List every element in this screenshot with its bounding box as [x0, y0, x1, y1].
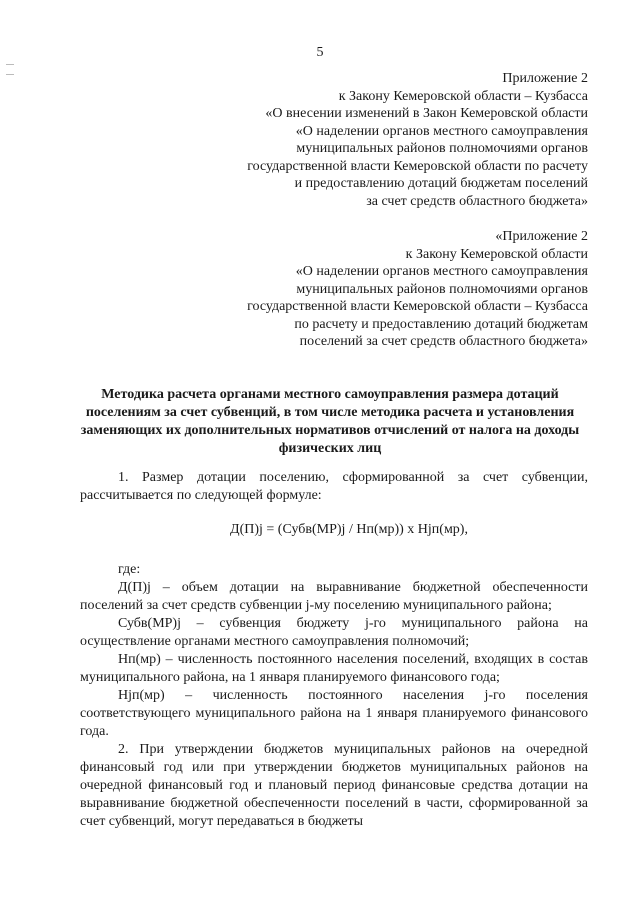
formula: Д(П)j = (Субв(МР)j / Нп(мр)) х Нjп(мр), — [230, 522, 468, 537]
definition-subvention: Субв(МР)j – субвенция бюджету j-го муниципального района на осуществление органами местного самоуправления полномочий; — [80, 616, 588, 649]
appendix-line: Приложение 2 — [502, 71, 588, 86]
paragraph-2: 2. При утверждении бюджетов муниципальных районов на очередной финансовый год или при утверждении бюджетов муниципальных районов на очередной финансовый год и плановый период финансовые средства дотации на выравнивание бюджетной обеспеченности поселений в части, сформированной за счет субвенций, могут передаваться в бюджеты — [80, 742, 588, 829]
document-title: Методика расчета органами местного самоуправления размера дотаций поселениям за счет субвенций, в том числе методика расчета и установления заменяющих их дополнительных нормативов отчислений от налога на доходы физических лиц — [80, 387, 580, 456]
margin-mark — [6, 74, 14, 75]
paragraph-1: 1. Размер дотации поселению, сформированной за счет субвенции, рассчитывается по следующей формуле: — [80, 470, 588, 503]
appendix-line: муниципальных районов полномочиями органов — [296, 281, 588, 297]
appendix-header-original — [247, 228, 588, 351]
appendix-line: к Закону Кемеровской области – Кузбасса — [338, 88, 588, 104]
document-body — [80, 469, 588, 831]
appendix-line: государственной власти Кемеровской области по расчету — [247, 158, 588, 174]
definition-population-total: Нп(мр) – численность постоянного населения поселений, входящих в состав муниципального района, на 1 января планируемого финансового года; — [80, 652, 588, 685]
margin-mark — [6, 64, 14, 65]
definition-dotation: Д(П)j – объем дотации на выравнивание бюджетной обеспеченности поселений за счет средств субвенции j-му поселению муниципального района; — [80, 580, 588, 613]
appendix-line: государственной власти Кемеровской области – Кузбасса — [247, 299, 588, 314]
appendix-line: «О наделении органов местного самоуправления — [295, 123, 588, 139]
appendix-line: «Приложение 2 — [495, 229, 588, 244]
appendix-line: за счет средств областного бюджета» — [366, 193, 588, 209]
appendix-header-amendment — [247, 70, 588, 210]
appendix-line: к Закону Кемеровской области — [405, 246, 588, 262]
appendix-line: «О внесении изменений в Закон Кемеровской области — [265, 106, 588, 121]
appendix-line: по расчету и предоставлению дотаций бюджетам — [294, 316, 588, 332]
definition-population-j: Нjп(мр) – численность постоянного населения j-го поселения соответствующего муниципального района на 1 января планируемого финансового года. — [80, 688, 588, 739]
page-number: 5 — [316, 45, 324, 60]
appendix-line: муниципальных районов полномочиями органов — [296, 141, 588, 156]
appendix-line: «О наделении органов местного самоуправления — [295, 264, 588, 279]
appendix-line: и предоставлению дотаций бюджетам поселений — [294, 176, 588, 191]
appendix-line: поселений за счет средств областного бюджета» — [299, 334, 588, 349]
where-label: где: — [118, 562, 141, 577]
